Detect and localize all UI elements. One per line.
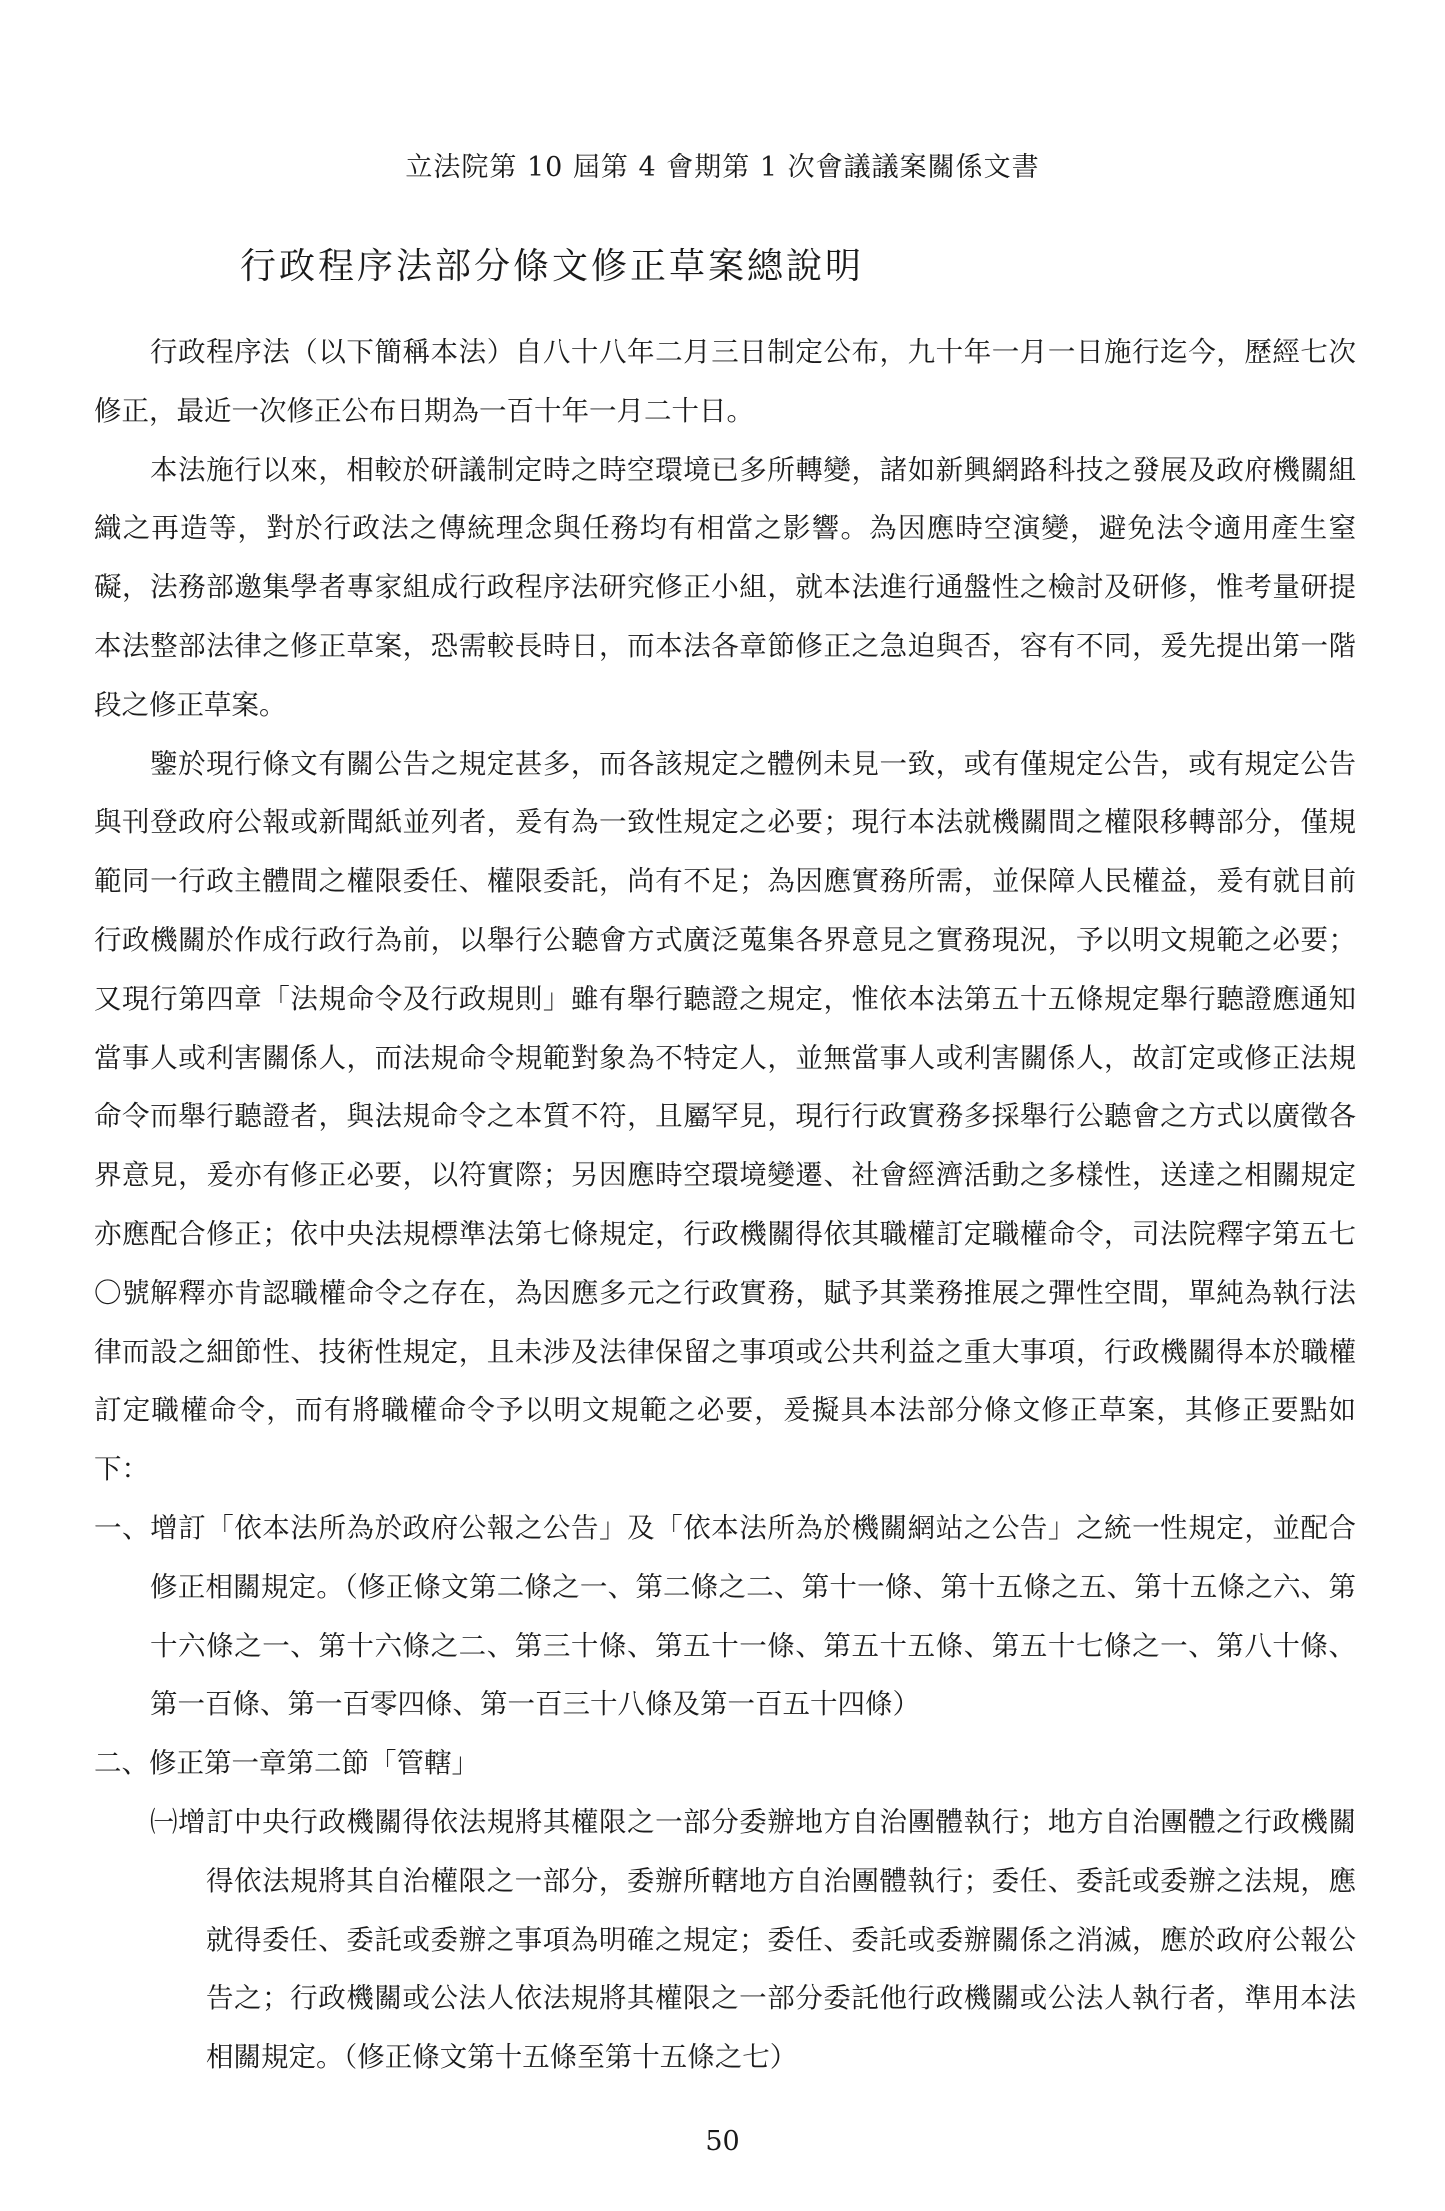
document-header: 立法院第 10 屆第 4 會期第 1 次會議議案關係文書 [405,152,1040,183]
paragraph: 鑒於現行條文有關公告之規定甚多，而各該規定之體例未見一致，或有僅規定公告，或有規定公告與刊登政府公報或新聞紙並列者，爰有為一致性規定之必要；現行本法就機關間之權限移轉部分，僅規範同一行政主體間之權限委任、權限委託，尚有不足；為因應實務所需，並保障人民權益，爰有就目前行政機關於作成行政行為前，以舉行公聽會方式廣泛蒐集各界意見之實務現況，予以明文規範之必要；又現行第四章「法規命令及行政規則」雖有舉行聽證之規定，惟依本法第五十五條規定舉行聽證應通知當事人或利害關係人，而法規命令規範對象為不特定人，並無當事人或利害關係人，故訂定或修正法規命令而舉行聽證者，與法規命令之本質不符，且屬罕見，現行行政實務多採舉行公聽會之方式以廣徵各界意見，爰亦有修正必要，以符實際；另因應時空環境變遷、社會經濟活動之多樣性，送達之相關規定亦應配合修正；依中央法規標準法第七條規定，行政機關得依其職權訂定職權命令，司法院釋字第五七〇號解釋亦肯認職權命令之存在，為因應多元之行政實務，賦予其業務推展之彈性空間，單純為執行法律而設之細節性、技術性規定，且未涉及法律保留之事項或公共利益之重大事項，行政機關得本於職權訂定職權命令，而有將職權命令予以明文規範之必要，爰擬具本法部分條文修正草案，其修正要點如下： [94,747,1356,1486]
page-number: 50 [705,2126,740,2157]
document-body [94,323,1356,2087]
sub-list-item: ㈠增訂中央行政機關得依法規將其權限之一部分委辦地方自治團體執行；地方自治團體之行政機關得依法規將其自治權限之一部分，委辦所轄地方自治團體執行；委任、委託或委辦之法規，應就得委任、委託或委辦之事項為明確之規定；委任、委託或委辦關係之消滅，應於政府公報公告之；行政機關或公法人依法規將其權限之一部分委託他行政機關或公法人執行者，準用本法相關規定。（修正條文第十五條至第十五條之七） [150,1805,1356,2074]
paragraph: 行政程序法（以下簡稱本法）自八十八年二月三日制定公布，九十年一月一日施行迄今，歷經七次修正，最近一次修正公布日期為一百十年一月二十日。 [94,336,1356,427]
document-title: 行政程序法部分條文修正草案總說明 [240,246,865,287]
paragraph: 本法施行以來，相較於研議制定時之時空環境已多所轉變，諸如新興網路科技之發展及政府機關組織之再造等，對於行政法之傳統理念與任務均有相當之影響。為因應時空演變，避免法令適用產生窒礙，法務部邀集學者專家組成行政程序法研究修正小組，就本法進行通盤性之檢討及研修，惟考量研提本法整部法律之修正草案，恐需較長時日，而本法各章節修正之急迫與否，容有不同，爰先提出第一階段之修正草案。 [94,453,1356,721]
list-item: 一、增訂「依本法所為於政府公報之公告」及「依本法所為於機關網站之公告」之統一性規定，並配合修正相關規定。（修正條文第二條之一、第二條之二、第十一條、第十五條之五、第十五條之六、第十六條之一、第十六條之二、第三十條、第五十一條、第五十五條、第五十七條之一、第八十條、第一百條、第一百零四條、第一百三十八條及第一百五十四條） [94,1511,1356,1721]
list-item: 二、修正第一章第二節「管轄」 [94,1747,479,1780]
